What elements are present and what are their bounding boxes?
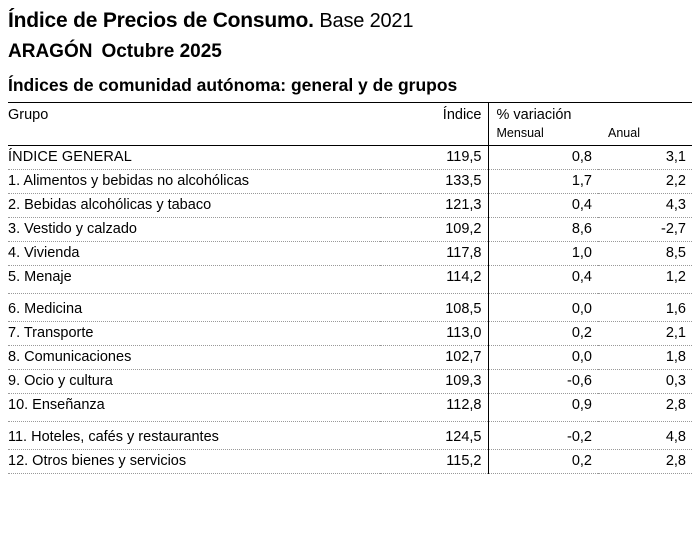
cell-mensual: 0,4	[488, 194, 598, 218]
page-title	[8, 8, 692, 34]
cell-indice: 114,2	[380, 266, 488, 294]
table-header-row-main	[8, 103, 692, 126]
cell-indice: 121,3	[380, 194, 488, 218]
cell-anual: 4,8	[598, 422, 692, 450]
table-row	[8, 146, 692, 170]
cell-grupo: 6. Medicina	[8, 294, 380, 322]
cell-grupo: 1. Alimentos y bebidas no alcohólicas	[8, 170, 380, 194]
cell-grupo: 7. Transporte	[8, 322, 380, 346]
table-row	[8, 294, 692, 322]
cell-mensual: -0,2	[488, 422, 598, 450]
column-header-variacion: % variación	[488, 103, 692, 126]
column-header-mensual: Mensual	[488, 125, 598, 146]
cell-indice: 115,2	[380, 450, 488, 474]
title-block	[0, 0, 700, 96]
column-header-indice: Índice	[380, 103, 488, 126]
cell-anual: -2,7	[598, 218, 692, 242]
cell-mensual: 0,4	[488, 266, 598, 294]
cell-indice: 124,5	[380, 422, 488, 450]
cell-mensual: 0,0	[488, 346, 598, 370]
table-header-row-sub	[8, 125, 692, 146]
table-body	[8, 146, 692, 474]
cell-mensual: 1,0	[488, 242, 598, 266]
cell-indice: 112,8	[380, 394, 488, 422]
cell-indice: 119,5	[380, 146, 488, 170]
table-row	[8, 450, 692, 474]
cell-mensual: 0,0	[488, 294, 598, 322]
column-header-grupo: Grupo	[8, 103, 380, 126]
column-header-anual: Anual	[608, 126, 640, 140]
cell-anual: 4,3	[598, 194, 692, 218]
cell-anual: 8,5	[598, 242, 692, 266]
table-row	[8, 346, 692, 370]
cell-anual: 1,6	[598, 294, 692, 322]
cell-indice: 113,0	[380, 322, 488, 346]
column-header-spacer	[8, 125, 380, 146]
table-row	[8, 422, 692, 450]
cell-indice: 117,8	[380, 242, 488, 266]
cell-grupo: 2. Bebidas alcohólicas y tabaco	[8, 194, 380, 218]
cell-mensual: 0,2	[488, 450, 598, 474]
cell-indice: 109,2	[380, 218, 488, 242]
table-row	[8, 266, 692, 294]
cell-anual: 2,8	[598, 450, 692, 474]
cell-mensual: 0,2	[488, 322, 598, 346]
cell-indice: 108,5	[380, 294, 488, 322]
table-row	[8, 218, 692, 242]
table-row	[8, 170, 692, 194]
title-base: Base 2021	[319, 10, 414, 32]
cell-indice: 133,5	[380, 170, 488, 194]
table-row	[8, 194, 692, 218]
cell-anual: 2,8	[598, 394, 692, 422]
table-row	[8, 242, 692, 266]
section-title: Índices de comunidad autónoma: general y de grupos	[8, 75, 458, 95]
indices-table	[8, 102, 692, 474]
cell-anual: 1,2	[598, 266, 692, 294]
cell-mensual: 8,6	[488, 218, 598, 242]
cell-anual: 0,3	[598, 370, 692, 394]
cell-grupo: 5. Menaje	[8, 266, 380, 294]
cell-indice: 102,7	[380, 346, 488, 370]
region-period	[8, 40, 692, 64]
cell-grupo: 8. Comunicaciones	[8, 346, 380, 370]
period-label: Octubre 2025	[101, 41, 222, 62]
cell-mensual: 1,7	[488, 170, 598, 194]
cell-grupo: ÍNDICE GENERAL	[8, 146, 380, 170]
table-header	[8, 103, 692, 146]
cell-mensual: 0,8	[488, 146, 598, 170]
cell-grupo: 11. Hoteles, cafés y restaurantes	[8, 422, 380, 450]
cell-mensual: 0,9	[488, 394, 598, 422]
cell-anual: 3,1	[598, 146, 692, 170]
column-header-spacer-2	[380, 125, 488, 146]
table-row	[8, 394, 692, 422]
cell-grupo: 4. Vivienda	[8, 242, 380, 266]
cell-anual: 1,8	[598, 346, 692, 370]
table-row	[8, 322, 692, 346]
cell-grupo: 10. Enseñanza	[8, 394, 380, 422]
cell-grupo: 3. Vestido y calzado	[8, 218, 380, 242]
cell-anual: 2,1	[598, 322, 692, 346]
cell-grupo: 9. Ocio y cultura	[8, 370, 380, 394]
cell-mensual: -0,6	[488, 370, 598, 394]
region-label: ARAGÓN	[8, 41, 93, 62]
cell-indice: 109,3	[380, 370, 488, 394]
table-row	[8, 370, 692, 394]
cell-grupo: 12. Otros bienes y servicios	[8, 450, 380, 474]
title-main: Índice de Precios de Consumo.	[8, 9, 314, 32]
cell-anual: 2,2	[598, 170, 692, 194]
